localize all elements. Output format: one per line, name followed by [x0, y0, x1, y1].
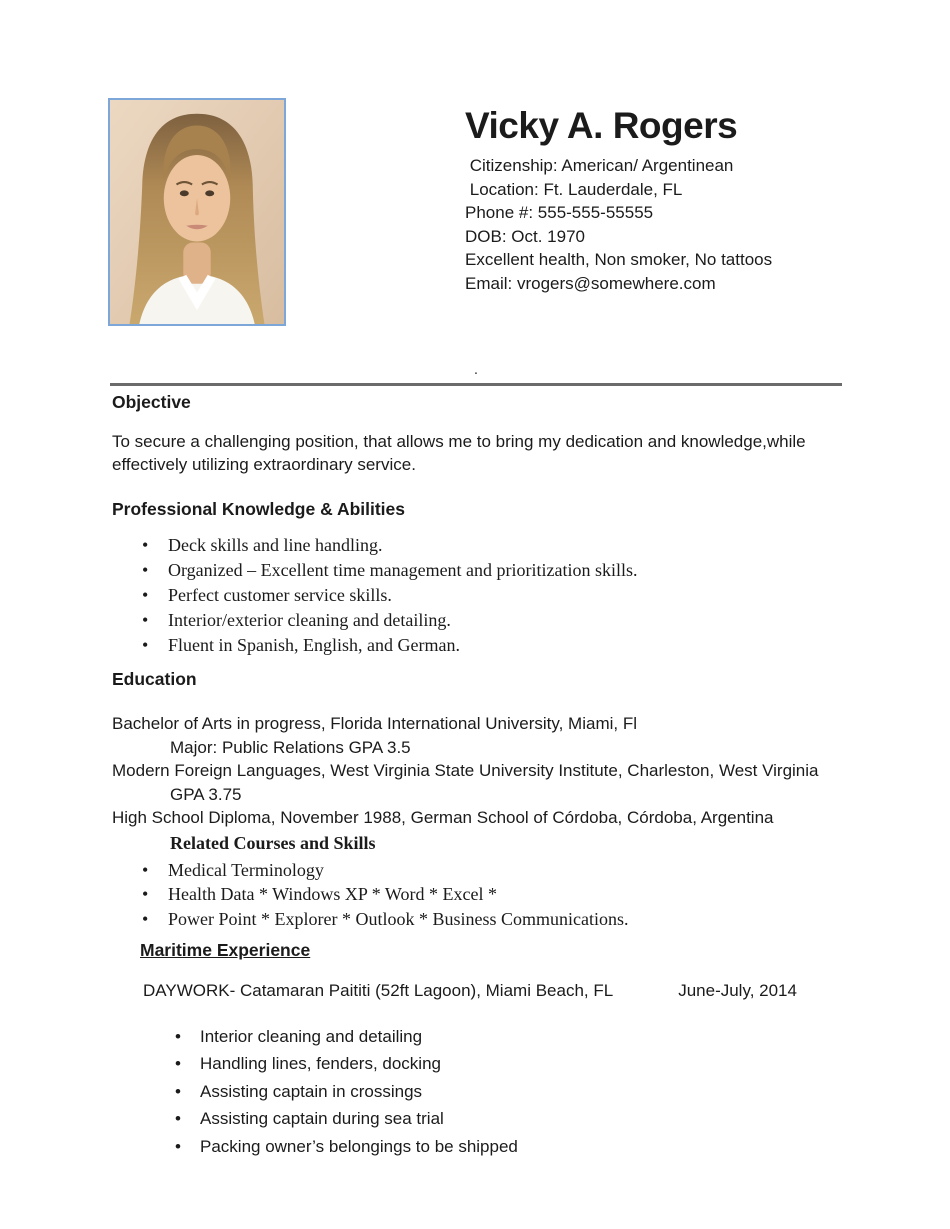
list-item: • Deck skills and line handling. — [112, 535, 907, 556]
related-courses-heading: Related Courses and Skills — [170, 832, 376, 853]
list-item: • Interior cleaning and detailing — [112, 1023, 907, 1051]
contact-citizenship: Citizenship: American/ Argentinean — [465, 156, 734, 175]
contact-email: Email: vrogers@somewhere.com — [465, 273, 716, 293]
education-entry — [112, 712, 907, 759]
education-entry-detail: Major: Public Relations GPA 3.5 — [170, 737, 411, 757]
professional-bullet-list — [112, 535, 907, 656]
list-item: • Fluent in Spanish, English, and German. — [112, 635, 907, 656]
contact-location: Location: Ft. Lauderdale, FL — [465, 179, 683, 199]
list-item: • Organized – Excellent time management and prioritization skills. — [112, 560, 907, 581]
education-entry-detail: GPA 3.75 — [170, 784, 242, 804]
header-divider — [110, 362, 842, 386]
list-item: • Perfect customer service skills. — [112, 585, 907, 606]
list-item: • Assisting captain in crossings — [112, 1078, 907, 1106]
resume-body — [112, 391, 907, 1160]
education-entry — [112, 759, 907, 806]
header — [465, 104, 895, 295]
horizontal-rule — [110, 383, 842, 386]
education-entry — [112, 806, 907, 830]
list-item: • Packing owner’s belongings to be shipped — [112, 1133, 907, 1161]
profile-photo — [108, 98, 286, 326]
maritime-heading: Maritime Experience — [140, 939, 311, 960]
education-entries — [112, 712, 907, 830]
list-item: • Medical Terminology — [112, 860, 907, 880]
list-item: • Handling lines, fenders, docking — [112, 1050, 907, 1078]
objective-heading: Objective — [112, 392, 191, 412]
list-item: • Interior/exterior cleaning and detailing. — [112, 610, 907, 631]
professional-heading: Professional Knowledge & Abilities — [112, 499, 406, 519]
education-entry-line: Modern Foreign Languages, West Virginia State University Institute, Charleston, West Virginia — [112, 761, 819, 780]
contact-phone: Phone #: 555-555-55555 — [465, 203, 654, 222]
job-title: DAYWORK- Catamaran Paititi (52ft Lagoon), Miami Beach, FL — [143, 980, 614, 1000]
related-courses-bullet-list — [112, 860, 907, 929]
job-date: June-July, 2014 — [678, 980, 797, 1000]
portrait-illustration — [110, 100, 284, 324]
stray-period: . — [473, 361, 479, 378]
maritime-bullet-list — [112, 1023, 907, 1161]
job-line — [143, 981, 907, 1001]
list-item: • Health Data * Windows XP * Word * Excel * — [112, 884, 907, 904]
education-entry-line: High School Diploma, November 1988, German School of Córdoba, Córdoba, Argentina — [112, 808, 774, 827]
education-heading: Education — [112, 669, 197, 689]
list-item: • Power Point * Explorer * Outlook * Business Communications. — [112, 909, 907, 929]
list-item: • Assisting captain during sea trial — [112, 1105, 907, 1133]
objective-text: To secure a challenging position, that allows me to bring my dedication and knowledge,while effectively utilizing extraordinary service. — [112, 432, 806, 474]
contact-health: Excellent health, Non smoker, No tattoos — [465, 250, 773, 269]
contact-dob: DOB: Oct. 1970 — [465, 226, 585, 246]
education-entry-line: Bachelor of Arts in progress, Florida International University, Miami, Fl — [112, 714, 637, 733]
person-name: Vicky A. Rogers — [465, 105, 738, 146]
